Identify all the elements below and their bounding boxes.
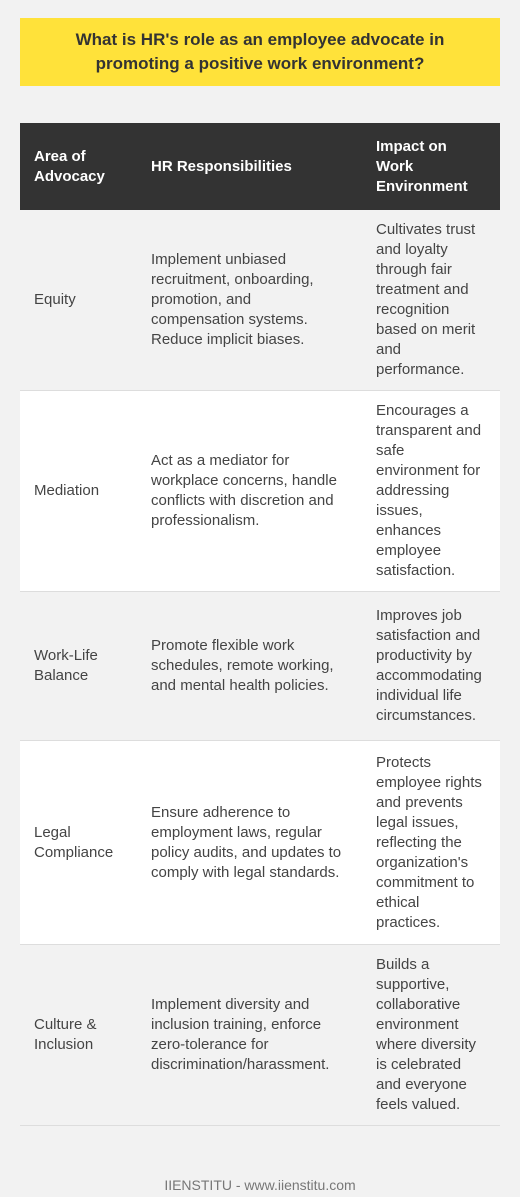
footer-credit: IIENSTITU - www.iienstitu.com xyxy=(164,1177,356,1193)
table-row xyxy=(20,210,500,391)
page-title: What is HR's role as an employee advocate in promoting a positive work environment? xyxy=(20,18,500,86)
cell-responsibilities: Implement unbiased recruitment, onboarding, promotion, and compensation systems. Reduce implicit biases. xyxy=(137,210,362,391)
cell-responsibilities: Ensure adherence to employment laws, regular policy audits, and updates to comply with legal standards. xyxy=(137,741,362,945)
table-row xyxy=(20,741,500,945)
cell-impact: Encourages a transparent and safe environment for addressing issues, enhances employee satisfaction. xyxy=(362,391,500,592)
header-impact: Impact on Work Environment xyxy=(362,123,500,210)
cell-area: Legal Compliance xyxy=(20,741,137,945)
cell-area: Work-Life Balance xyxy=(20,592,137,741)
cell-area: Culture & Inclusion xyxy=(20,945,137,1126)
cell-impact: Cultivates trust and loyalty through fair treatment and recognition based on merit and performance. xyxy=(362,210,500,391)
table-row xyxy=(20,391,500,592)
cell-impact: Improves job satisfaction and productivity by accommodating individual life circumstances. xyxy=(362,592,500,741)
advocacy-table xyxy=(20,123,500,1126)
header-responsibilities: HR Responsibilities xyxy=(137,123,362,210)
header-area: Area of Advocacy xyxy=(20,123,137,210)
cell-area: Mediation xyxy=(20,391,137,592)
table-row xyxy=(20,945,500,1126)
cell-responsibilities: Promote flexible work schedules, remote working, and mental health policies. xyxy=(137,592,362,741)
cell-responsibilities: Act as a mediator for workplace concerns, handle conflicts with discretion and professionalism. xyxy=(137,391,362,592)
cell-responsibilities: Implement diversity and inclusion training, enforce zero-tolerance for discrimination/harassment. xyxy=(137,945,362,1126)
cell-impact: Protects employee rights and prevents legal issues, reflecting the organization's commitment to ethical practices. xyxy=(362,741,500,945)
table-row xyxy=(20,592,500,741)
cell-area: Equity xyxy=(20,210,137,391)
cell-impact: Builds a supportive, collaborative environment where diversity is celebrated and everyone feels valued. xyxy=(362,945,500,1126)
table-header xyxy=(20,123,500,210)
